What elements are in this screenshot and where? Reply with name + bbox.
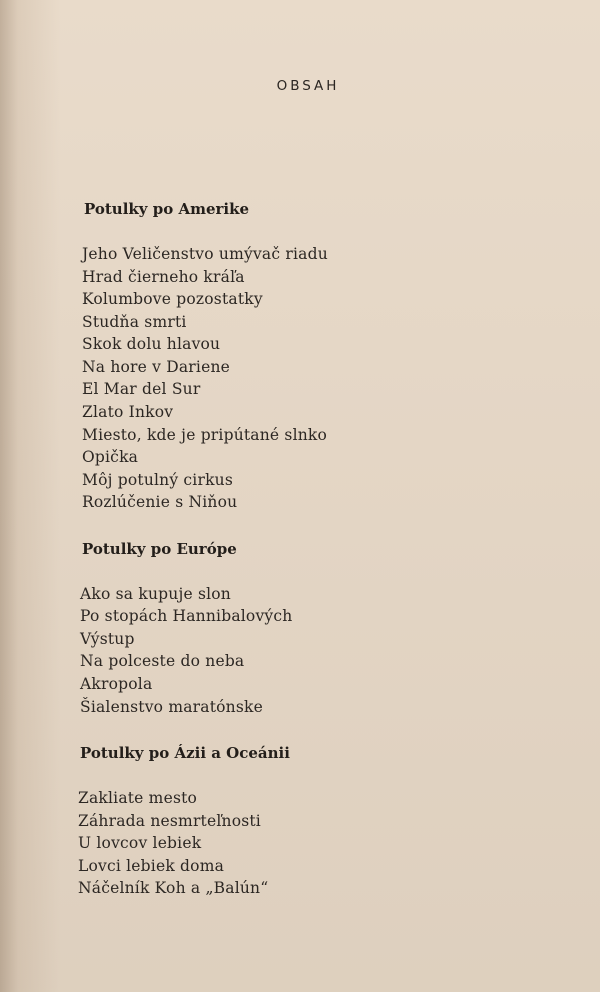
toc-entry: Na polceste do neba	[80, 652, 245, 670]
toc-entry: Zakliate mesto	[78, 789, 198, 807]
toc-entry: Ako sa kupuje slon	[80, 585, 231, 603]
toc-entry: Akropola	[80, 675, 153, 693]
toc-entry: Opička	[82, 448, 139, 466]
toc-entry: Výstup	[80, 630, 135, 648]
toc-entry: Skok dolu hlavou	[82, 335, 221, 353]
section-title: Potulky po Európe	[82, 540, 237, 558]
section-title: Potulky po Ázii a Oceánii	[80, 744, 290, 762]
toc-entry: El Mar del Sur	[82, 380, 201, 398]
toc-entry: Náčelník Koh a „Balún“	[78, 879, 269, 897]
toc-entry: Lovci lebiek doma	[78, 857, 225, 875]
toc-entry: Hrad čierneho kráľa	[82, 268, 245, 286]
toc-entry: Kolumbove pozostatky	[82, 290, 263, 308]
toc-entry: Jeho Veličenstvo umývač riadu	[82, 245, 328, 263]
toc-entry: Zlato Inkov	[82, 403, 174, 421]
toc-entry: Po stopách Hannibalových	[80, 607, 293, 625]
toc-entry: Rozlúčenie s Niňou	[82, 493, 238, 511]
toc-entry: U lovcov lebiek	[78, 834, 202, 852]
toc-entry: Studňa smrti	[82, 313, 187, 331]
toc-entry: Môj potulný cirkus	[82, 471, 234, 489]
toc-entry: Záhrada nesmrteľnosti	[78, 812, 261, 830]
section-title: Potulky po Amerike	[84, 200, 250, 218]
toc-entry: Šialenstvo maratónske	[80, 698, 263, 716]
toc-entry: Miesto, kde je pripútané slnko	[82, 426, 328, 444]
toc-entry: Na hore v Dariene	[82, 358, 231, 376]
page-heading: OBSAH	[276, 78, 340, 94]
